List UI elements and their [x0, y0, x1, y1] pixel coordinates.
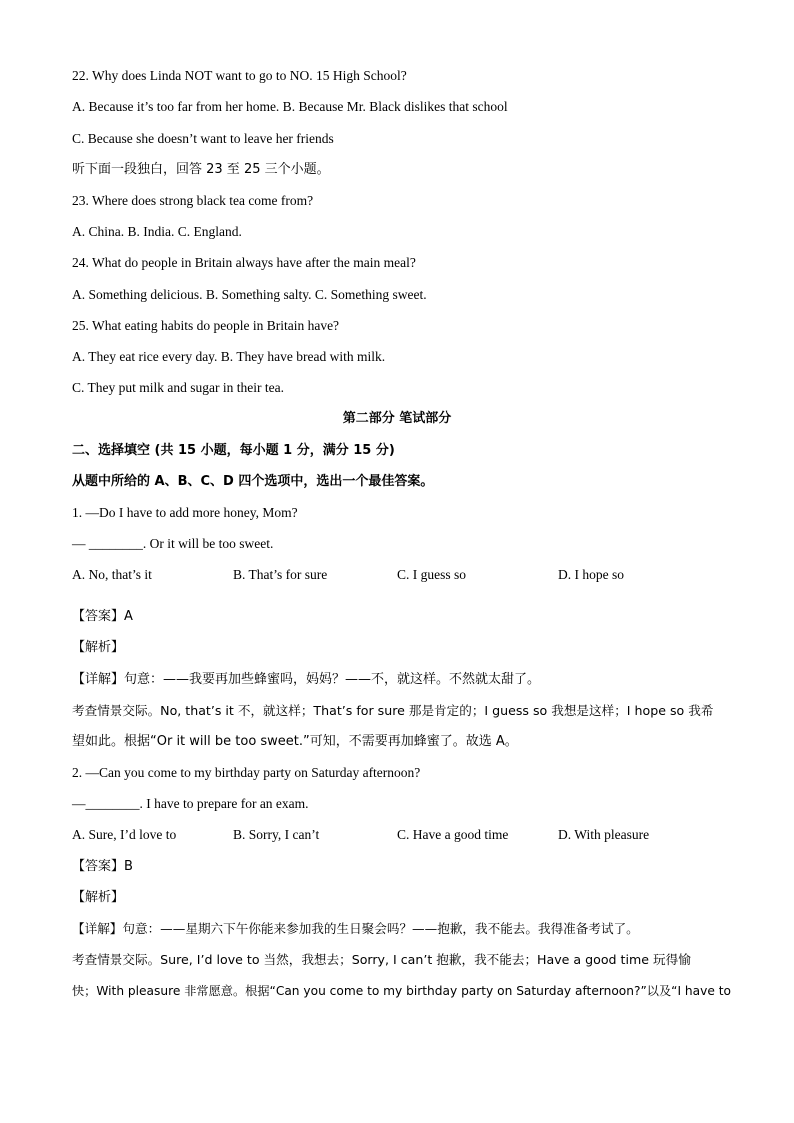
question-23-options: A. China. B. India. C. England. [72, 224, 242, 239]
question-1-response: — ________. Or it will be too sweet. [72, 536, 274, 551]
question-1-option-c: C. I guess so [397, 567, 467, 582]
question-22-options-ab: A. Because it’s too far from her home. B. Because Mr. Black dislikes that school [72, 99, 508, 114]
question-1-option-b: B. That’s for sure [233, 567, 328, 582]
question-2-detail: 【详解】句意：——星期六下午你能来参加我的生日聚会吗？——抱歉，我不能去。我得准备考试了。 [72, 921, 639, 936]
question-1-stem: 1. —Do I have to add more honey, Mom? [72, 505, 298, 520]
question-1-option-a: A. No, that’s it [72, 567, 152, 582]
part2-title: 第二部分 笔试部分 [342, 411, 452, 426]
question-1-explanation-line2: 望如此。根据“Or it will be too sweet.”可知，不需要再加蜂蜜了。故选 A。 [72, 734, 518, 749]
question-2-option-b: B. Sorry, I can’t [233, 827, 320, 842]
question-2-response: —________. I have to prepare for an exam. [72, 796, 309, 811]
question-1-analysis-label: 【解析】 [72, 640, 125, 655]
monologue-intro: 听下面一段独白，回答 23 至 25 三个小题。 [72, 162, 330, 177]
question-25-option-c: C. They put milk and sugar in their tea. [72, 380, 284, 395]
question-24-options: A. Something delicious. B. Something salty. C. Something sweet. [72, 287, 427, 302]
question-2-option-c: C. Have a good time [397, 827, 509, 842]
question-22: 22. Why does Linda NOT want to go to NO. 15 High School? [72, 68, 407, 83]
question-25: 25. What eating habits do people in Britain have? [72, 318, 340, 333]
question-2-analysis-label: 【解析】 [72, 890, 125, 905]
question-1-detail: 【详解】句意：——我要再加些蜂蜜吗，妈妈？——不，就这样。不然就太甜了。 [72, 672, 541, 687]
question-2-option-a: A. Sure, I’d love to [72, 827, 177, 842]
section-heading: 二、选择填空 (共 15 小题，每小题 1 分，满分 15 分) [72, 443, 395, 458]
question-1-explanation-line1: 考查情景交际。No, that’s it 不，就这样；That’s for sure 那是肯定的；I guess so 我想是这样；I hope so 我希 [72, 703, 714, 718]
question-2-answer: 【答案】B [72, 859, 133, 874]
question-1-option-d: D. I hope so [558, 567, 624, 582]
question-25-options-ab: A. They eat rice every day. B. They have bread with milk. [72, 349, 386, 364]
question-24: 24. What do people in Britain always have after the main meal? [72, 255, 416, 270]
question-2-explanation-line1: 考查情景交际。Sure, I’d love to 当然，我想去；Sorry, I can’t 抱歉，我不能去；Have a good time 玩得愉 [72, 952, 691, 967]
question-2-option-d: D. With pleasure [558, 827, 650, 842]
question-2-stem: 2. —Can you come to my birthday party on Saturday afternoon? [72, 765, 421, 780]
question-23: 23. Where does strong black tea come from? [72, 193, 314, 208]
question-2-explanation-line2: 快；With pleasure 非常愿意。根据“Can you come to my birthday party on Saturday afternoon?”以及“I have to [72, 984, 731, 998]
section-instruction: 从题中所给的 A、B、C、D 四个选项中，选出一个最佳答案。 [72, 474, 434, 489]
question-1-answer: 【答案】A [72, 609, 133, 624]
question-22-option-c: C. Because she doesn’t want to leave her friends [72, 131, 334, 146]
